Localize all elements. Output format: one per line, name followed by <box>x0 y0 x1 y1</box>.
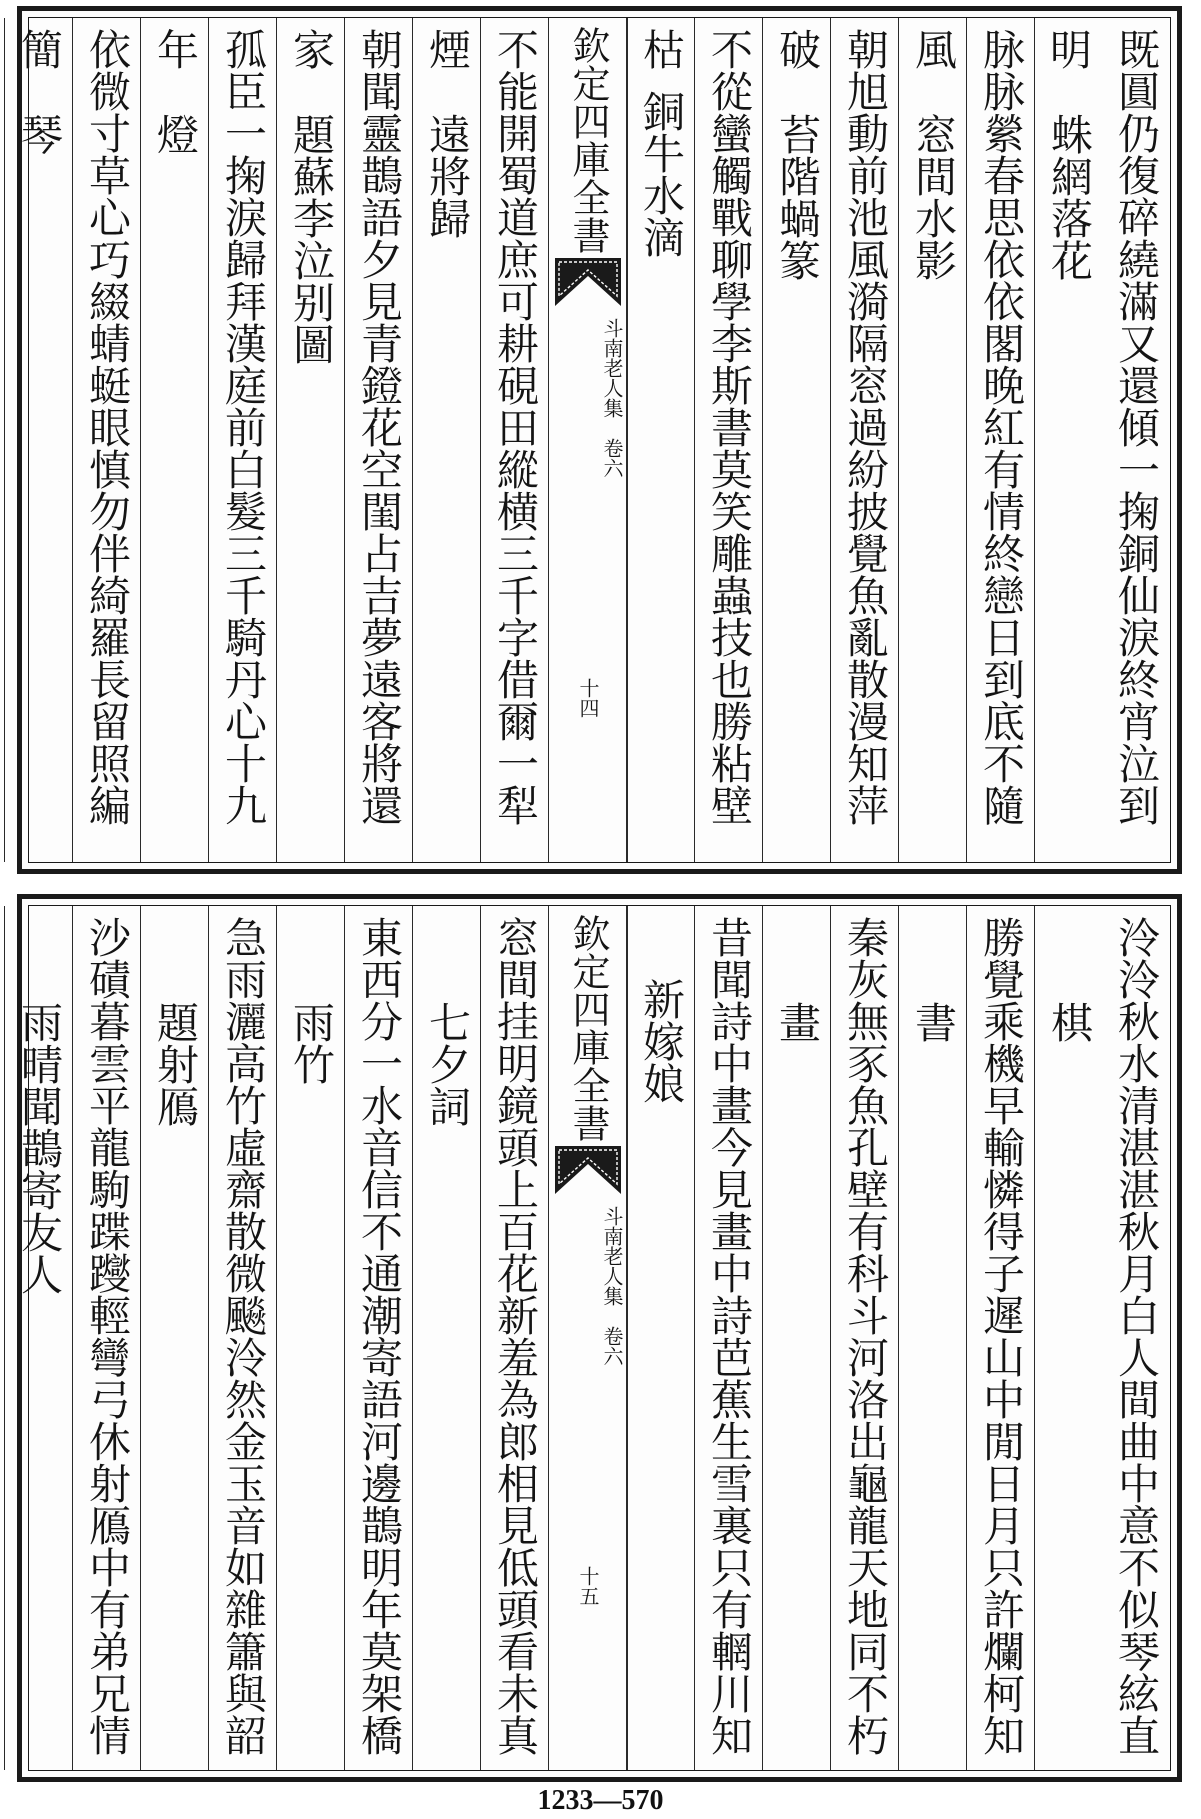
top-page-frame <box>15 17 1171 863</box>
text-column <box>626 18 695 862</box>
poem-title: 苔階蝸篆 <box>773 113 822 281</box>
text-column <box>830 906 899 1770</box>
text-column <box>276 906 345 1770</box>
book-volume-info: 斗南老人集 卷六 <box>600 318 624 478</box>
poem-line: 朝聞靈鵲語夕見青鐙花空閨占吉夢遠客將還家 <box>287 28 404 826</box>
poem-line: 孤臣一掬淚歸拜漢庭前白髮三千騎丹心十九年 <box>151 28 268 826</box>
text-column <box>412 18 481 862</box>
poem-title: 琴 <box>15 113 64 155</box>
text-column <box>151 18 277 862</box>
poem-title: 燈 <box>151 113 200 155</box>
poem-title: 遠將歸 <box>423 113 472 239</box>
text-column <box>626 906 695 1770</box>
poem-title: 七夕詞 <box>423 1001 472 1127</box>
folio-page-number: 十五 <box>576 1566 600 1606</box>
poem-line: 秦灰無豕魚孔壁有科斗河洛出龜龍天地同不朽 <box>841 916 890 1756</box>
text-column <box>762 906 831 1770</box>
poem-title: 銅牛水滴 <box>637 90 686 258</box>
text-column <box>898 906 967 1770</box>
page-footer-number: 1233—570 <box>537 1785 664 1816</box>
poem-line: 依微寸草心巧綴蜻蜓眼慎勿伴綺羅長留照編簡 <box>15 28 132 826</box>
center-fold-column <box>548 18 628 862</box>
text-column <box>72 906 141 1770</box>
text-column <box>1102 906 1170 1770</box>
poem-title: 蛛網落花 <box>1045 113 1094 281</box>
series-title: 欽定四庫全書 <box>566 26 610 254</box>
text-column <box>898 18 967 862</box>
poem-line: 泠泠秋水清湛湛秋月白人間曲中意不似琴絃直 <box>1112 916 1161 1756</box>
poem-title: 窓間水影 <box>909 113 958 281</box>
poem-line: 急雨灑高竹虛齋散微飈泠然金玉音如雜簫與韶 <box>219 916 268 1756</box>
poem-title: 雨晴聞鵲寄友人 <box>15 1001 64 1295</box>
top-page <box>17 6 1182 874</box>
text-column <box>140 18 209 862</box>
text-column <box>4 906 73 1770</box>
text-column <box>140 906 209 1770</box>
poem-title: 畫 <box>773 1001 822 1043</box>
poem-line: 脉脉縈春思依依閣晚紅有情終戀日到底不隨風 <box>909 28 1026 826</box>
text-column <box>15 18 141 862</box>
text-column <box>208 906 277 1770</box>
poem-line: 沙磧暮雲平龍駒蹀躞輕彎弓休射鴈中有弟兄情 <box>83 916 132 1756</box>
text-column <box>1034 906 1103 1770</box>
bottom-page-frame <box>15 905 1171 1771</box>
fishtail-mark-icon <box>555 258 621 308</box>
text-column <box>276 18 345 862</box>
poem-line: 不從蠻觸戰聊學李斯書莫笑雕蟲技也勝粘壁枯 <box>637 28 754 826</box>
poem-title: 題蘇李泣别圖 <box>287 113 336 365</box>
poem-line: 朝旭動前池風漪隔窓過紛披覺魚亂散漫知萍破 <box>773 28 890 826</box>
poem-line: 勝覺乘機早輸憐得子遲山中閒日月只許爛柯知 <box>977 916 1026 1756</box>
folio-page-number: 十四 <box>576 678 600 718</box>
text-column <box>1034 18 1103 862</box>
poem-line: 既圓仍復碎繞滿又還傾一掬銅仙淚終宵泣到明 <box>1044 28 1161 826</box>
text-column <box>694 906 763 1770</box>
text-column <box>762 18 831 862</box>
bottom-page <box>17 894 1182 1782</box>
poem-line: 不能開蜀道庶可耕硯田縱横三千字借爾一犁煙 <box>423 28 540 826</box>
book-volume-info: 斗南老人集 卷六 <box>600 1206 624 1366</box>
text-column <box>480 906 549 1770</box>
poem-title: 題射鴈 <box>151 1001 200 1127</box>
text-column <box>344 906 413 1770</box>
fishtail-mark-icon <box>555 1146 621 1196</box>
text-column <box>4 18 73 862</box>
center-fold-column <box>548 906 628 1770</box>
text-column <box>966 906 1035 1770</box>
poem-title: 書 <box>909 1001 958 1043</box>
poem-line: 窓間挂明鏡頭上百花新羞為郎相見低頭看未真 <box>491 916 540 1756</box>
poem-title: 雨竹 <box>287 1001 336 1085</box>
poem-title: 棋 <box>1045 1001 1094 1043</box>
poem-title: 新嫁娘 <box>637 978 686 1104</box>
poem-line: 昔聞詩中畫今見畫中詩芭蕉生雪裏只有輞川知 <box>705 916 754 1756</box>
text-column <box>412 906 481 1770</box>
series-title: 欽定四庫全書 <box>566 914 610 1142</box>
poem-line: 東西分一水音信不通潮寄語河邊鵲明年莫架橋 <box>355 916 404 1756</box>
